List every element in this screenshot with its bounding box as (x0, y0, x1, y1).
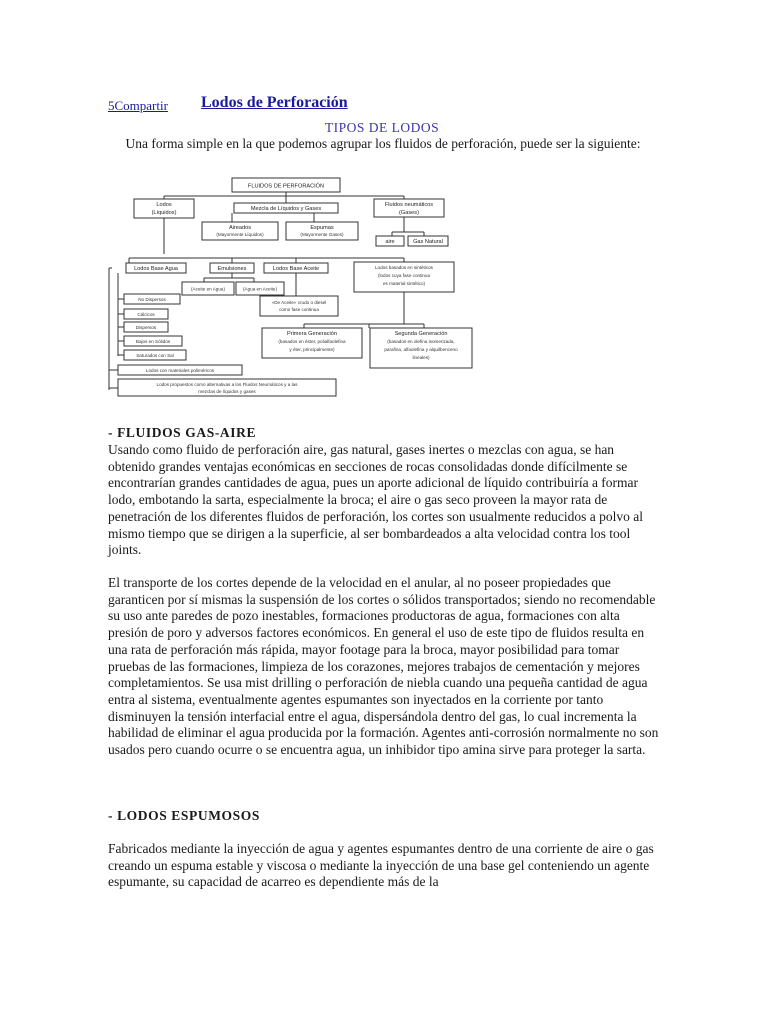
label-lodos-sub: (Líquidos) (151, 210, 177, 216)
label-propuestos-1: Lodos propuestos como alternativas a los Fluidos Neumáticos y a las (156, 382, 298, 387)
label-segunda-1: Segunda Generación (394, 331, 448, 337)
label-segunda-4: lineales) (412, 355, 430, 360)
label-mezcla: Mezcla de Líquidos y Gases (250, 206, 322, 212)
diagram-svg (104, 174, 474, 400)
label-segunda-3: parafina, alfaolefina y alquilbenceno (384, 347, 458, 352)
label-no-dispersos: No Dispersos (138, 297, 166, 302)
paragraph-gas-aire-2 (108, 575, 660, 759)
label-bajos-solidos: Bajos en Sólidos (135, 339, 171, 344)
label-aireados: Aireados (228, 225, 252, 231)
label-lodos: Lodos (156, 202, 172, 208)
document-title[interactable]: Lodos de Perforación (201, 94, 348, 111)
label-dispersos: Dispersos (135, 325, 157, 330)
label-propuestos-2: mezclas de líquidos y gases (198, 389, 256, 394)
label-sinteticos-3: es material sintético) (382, 281, 426, 286)
paragraph-gas-aire-1 (108, 442, 660, 559)
box-diesel (260, 296, 338, 316)
header (108, 94, 668, 118)
label-espumas: Espumas (310, 225, 334, 231)
label-gas-natural: Gas Natural (413, 239, 443, 245)
label-primera-1: Primera Generación (286, 331, 338, 337)
heading-fluidos-gas-aire: - FLUIDOS GAS-AIRE (108, 425, 257, 440)
label-sinteticos-1: Lodos basados en sintéticos (375, 265, 433, 270)
label-base-agua: Lodos Base Agua (134, 266, 178, 272)
label-aire: aire (385, 239, 395, 245)
paragraph-text: El transporte de los cortes depende de la velocidad en el anular, al no poseer propiedades que garanticen por sí mismas la suspensión de los cortes o sólidos transportados; siendo no recomendable su uso ante paredes de pozo inestables, formaciones productoras de agua, formaciones con alta presión de poro y adversos factores económicos. En general el uso de este tipo de fluidos resulta en una rata de perforación más rápida, mayor footage para la broca, mayor posibilidad para tomar pruebas de las formaciones, limpieza de los corazones, mejores trabajos de cementación y mejores completamientos. Se usa mist drilling o perforación de niebla cuando una pequeña cantidad de agua entra al sistema, eventualmente agentes espumantes son inyectados en la corriente por tanto disminuyen la tensión interfacial entre el agua, dispersándola dentro del gas, lo cual incrementa la habilidad de eliminar el agua producida por la formación. Agentes anti-corrosión normalmente no son usados pero cuando ocurre o se encuentra agua, un inhibidor tipo amina sirve para proteger la sarta. (108, 575, 659, 758)
label-saturados: Saturados con Sal (136, 353, 174, 358)
mud-types-diagram (104, 174, 474, 400)
paragraph-text: Usando como fluido de perforación aire, gas natural, gases inertes o mezclas con agua, se han obtenido grandes ventajas económicas en secciones de rocas consolidadas donde difícilmente se encontrarían grandes cantidades de agua, pues un aporte adicional de líquido contribuiría a formar lodo, embotando la sarta, especialmente la broca; el aire o gas seco proveen la mayor rata de penetración de los diferentes fluidos de perforación, los cortes son usualmente reducidos a polvo al mismo tiempo que se dirigen a la superficie, al ser bombardeados a alta velocidad contra los tool joints. (108, 442, 643, 558)
label-diesel-1: «De Aceite» crudo o diesel (271, 300, 327, 305)
label-calcicos: Cálcicos (137, 312, 155, 317)
paragraph-espumosos-1 (108, 841, 660, 891)
label-aceite-agua: (Aceite en Agua) (191, 286, 225, 292)
intro-text: Una forma simple en la que podemos agrupar los fluidos de perforación, puede ser la siguiente: (125, 136, 641, 151)
paragraph-text: Fabricados mediante la inyección de agua y agentes espumantes dentro de una corriente de aire o gas creando un espuma estable y viscosa o mediante la inyección de una base gel conteniendo un agente espumante, su capacidad de acarreo es dependiente más de la (108, 841, 654, 890)
label-diesel-2: como fase continua (279, 307, 319, 312)
heading-lodos-espumosos: - LODOS ESPUMOSOS (108, 808, 260, 823)
label-segunda-2: (basados en olefina isomerizada, (387, 339, 455, 344)
label-espumas-sub: (Mayormente Gases) (300, 232, 344, 237)
section-subtitle: TIPOS DE LODOS (324, 120, 440, 135)
label-polimericos: Lodos con materiales poliméricos (145, 368, 215, 373)
label-primera-2: (basados en éster, polialfaolefina (278, 339, 346, 344)
label-sinteticos-2: (lodos cuya fase continua (377, 273, 431, 278)
label-base-aceite: Lodos Base Aceite (272, 266, 320, 272)
label-emulsiones: Emulsiones (217, 266, 247, 272)
label-agua-aceite: (Agua en Aceite) (243, 286, 277, 292)
label-primera-3: y éter, principalmente) (289, 347, 335, 352)
label-root: FLUIDOS DE PERFORACIÓN (247, 183, 325, 190)
label-neumaticos: Fluidos neumáticos (384, 202, 434, 208)
label-neumaticos-sub: (Gases) (399, 210, 419, 216)
share-link[interactable]: 5Compartir (108, 98, 168, 113)
label-aireados-sub: (Mayormente Líquidos) (216, 232, 264, 237)
